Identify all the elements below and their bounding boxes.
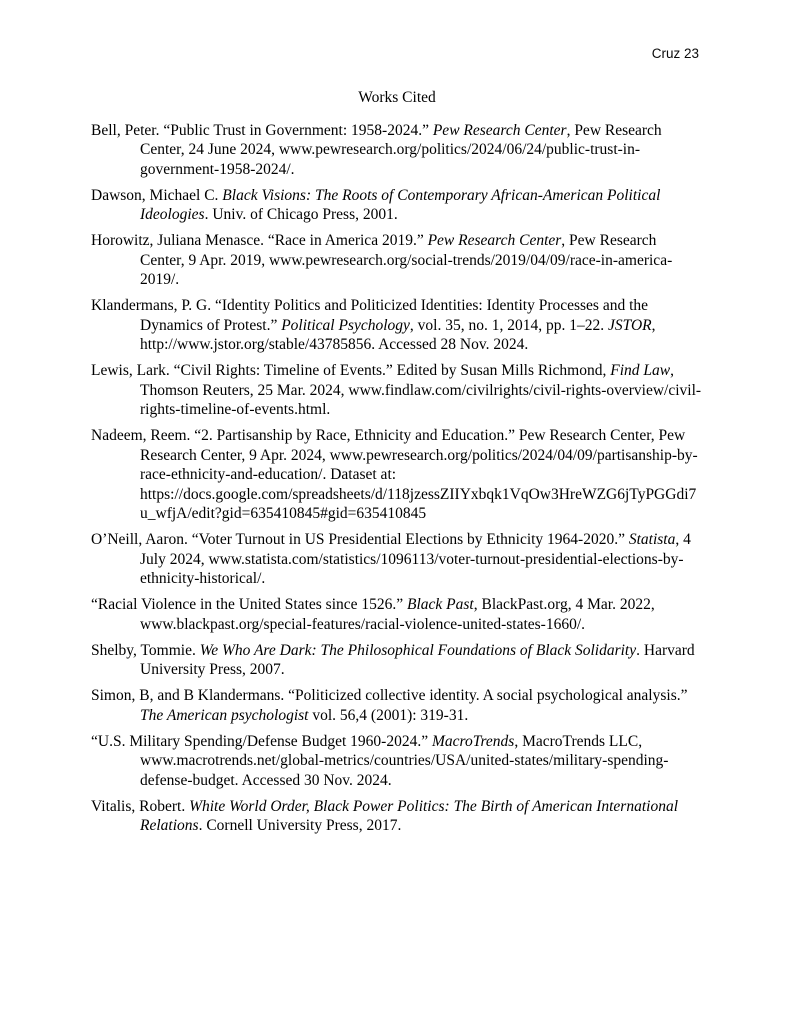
citation-source-title: The American psychologist xyxy=(140,706,309,724)
citation-text: , vol. 35, no. 1, 2014, pp. 1–22. xyxy=(409,316,608,334)
citation-list xyxy=(91,121,703,836)
citation-entry xyxy=(91,426,703,524)
citation-source-title: We Who Are Dark: The Philosophical Foundations of Black Solidarity xyxy=(199,641,637,659)
citation-text: “U.S. Military Spending/Defense Budget 1960-2024.” xyxy=(91,732,432,750)
citation-text: . Harvard University Press, 2007. xyxy=(140,641,695,678)
citation-entry xyxy=(91,732,703,791)
citation-text: O’Neill, Aaron. “Voter Turnout in US Presidential Elections by Ethnicity 1964-2020.” xyxy=(91,531,629,548)
citation-text: Vitalis, Robert. xyxy=(91,797,190,815)
citation-entry xyxy=(91,361,703,420)
citation-entry xyxy=(91,231,703,290)
citation-source-title: JSTOR xyxy=(607,316,652,334)
citation-text: , Pew Research Center, 24 June 2024, www.pewresearch.org/politics/2024/06/24/public-trust-in-government-1958-2024/. xyxy=(140,121,662,178)
citation-entry xyxy=(91,686,703,725)
citation-entry xyxy=(91,296,703,355)
citation-entry xyxy=(91,530,703,589)
citation-entry xyxy=(91,186,703,225)
citation-text: , 4 July 2024, www.statista.com/statistics/1096113/voter-turnout-presidential-elections-by-ethnicity-historical/. xyxy=(140,531,691,587)
citation-text: Shelby, Tommie. xyxy=(91,641,200,659)
citation-entry xyxy=(91,595,703,634)
citation-text: , Pew Research Center, 9 Apr. 2019, www.pewresearch.org/social-trends/2019/04/09/race-in-america-2019/. xyxy=(140,232,673,288)
citation-text: Horowitz, Juliana Menasce. “Race in America 2019.” xyxy=(91,232,428,249)
citation-text: , http://www.jstor.org/stable/43785856. Accessed 28 Nov. 2024. xyxy=(140,316,656,353)
citation-text: vol. 56,4 (2001): 319-31. xyxy=(308,706,469,724)
works-cited-content xyxy=(91,88,703,842)
citation-source-title: Find Law xyxy=(610,362,671,379)
citation-text: Bell, Peter. “Public Trust in Government: 1958-2024.” xyxy=(91,121,433,139)
citation-entry xyxy=(91,641,703,680)
citation-source-title: MacroTrends xyxy=(431,732,515,750)
citation-entry xyxy=(91,121,703,180)
citation-source-title: White World Order, Black Power Politics: The Birth of American International Relations xyxy=(140,797,679,834)
citation-text: Klandermans, P. G. “Identity Politics and Politicized Identities: Identity Processes and the Dynamics of Protest.” xyxy=(91,297,649,334)
citation-text: , MacroTrends LLC, www.macrotrends.net/global-metrics/countries/USA/united-states/military-spending-defense-budget. Accessed 30 Nov. 2024. xyxy=(140,732,669,789)
citation-text: Lewis, Lark. “Civil Rights: Timeline of Events.” Edited by Susan Mills Richmond, xyxy=(91,362,611,379)
running-head-page-number: Cruz 23 xyxy=(651,46,699,61)
citation-text: Nadeem, Reem. “2. Partisanship by Race, Ethnicity and Education.” Pew Research Center, Pew Research Center, 9 Apr. 2024, www.pewresearch.org/politics/2024/04/09/partisanship-by-race-ethnicity-and-education/. Dataset at: https://docs.google.com/spreadsheets/d/118jzessZIIYxbqk1VqOw3HreWZG6jTyPGGdi7u_wfjA/edit?gid=635410845#gid=635410845 xyxy=(91,427,698,522)
citation-source-title: Pew Research Center xyxy=(432,121,567,139)
citation-source-title: Political Psychology xyxy=(281,316,410,334)
citation-source-title: Black Past xyxy=(407,596,474,613)
citation-text: . Cornell University Press, 2017. xyxy=(198,817,402,834)
citation-text: Simon, B, and B Klandermans. “Politicized collective identity. A social psychological analysis.” xyxy=(91,687,688,704)
citation-text: , Thomson Reuters, 25 Mar. 2024, www.findlaw.com/civilrights/civil-rights-overview/civil-rights-timeline-of-events.html. xyxy=(140,362,702,418)
citation-entry xyxy=(91,797,703,836)
citation-source-title: Black Visions: The Roots of Contemporary African-American Political Ideologies xyxy=(140,186,661,223)
citation-source-title: Statista xyxy=(628,531,676,548)
citation-text: “Racial Violence in the United States since 1526.” xyxy=(91,596,408,613)
page-title: Works Cited xyxy=(358,89,436,106)
citation-text: . Univ. of Chicago Press, 2001. xyxy=(204,206,398,223)
citation-text: Dawson, Michael C. xyxy=(91,186,223,204)
citation-source-title: Pew Research Center xyxy=(427,232,562,249)
citation-text: , BlackPast.org, 4 Mar. 2022, www.blackpast.org/special-features/racial-violence-united-states-1660/. xyxy=(140,596,655,633)
